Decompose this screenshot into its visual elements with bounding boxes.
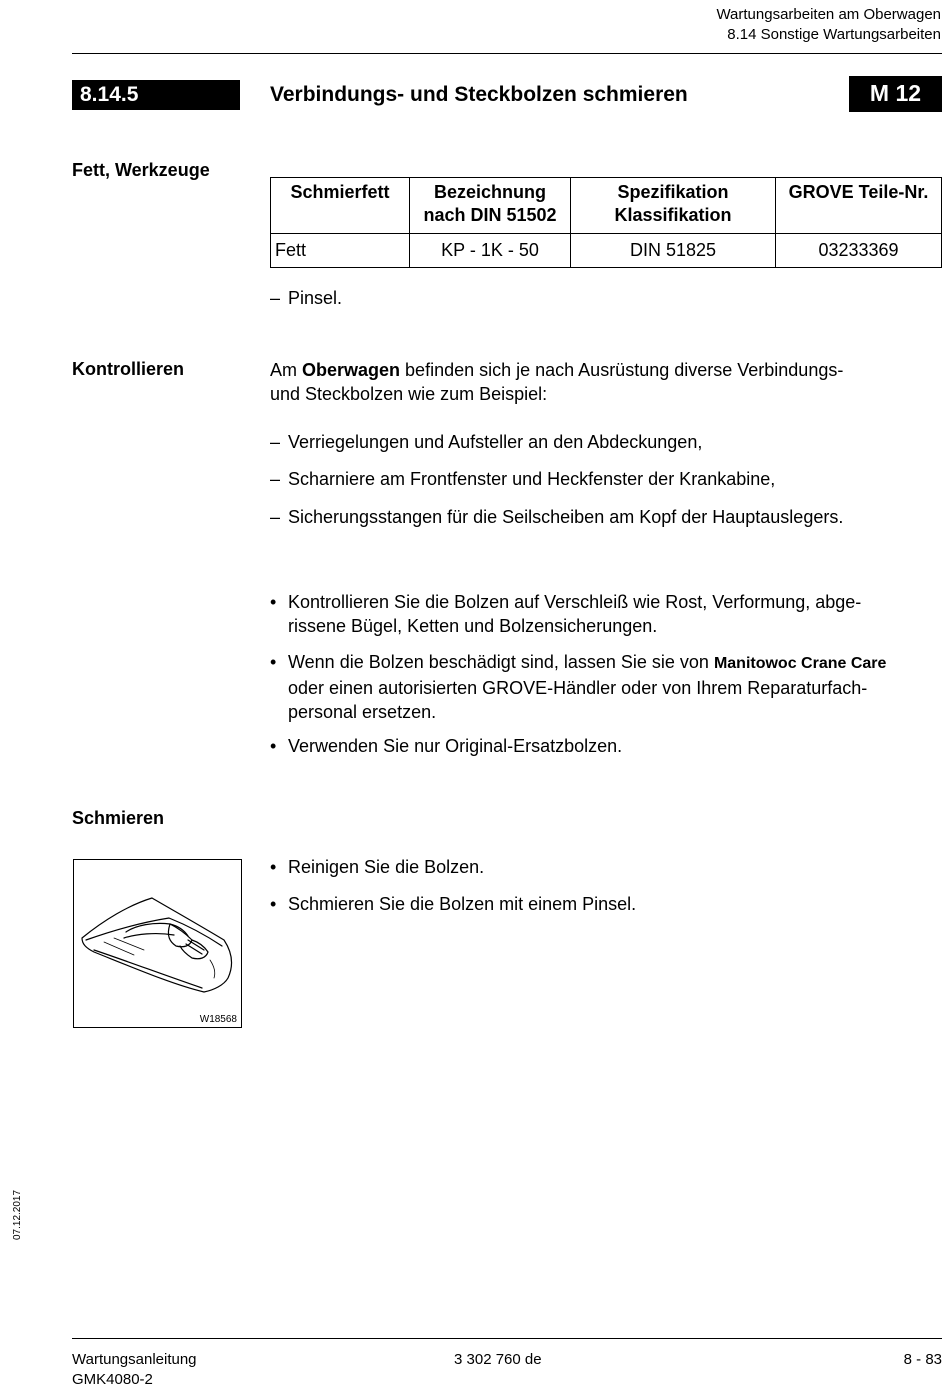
list-item: – Sicherungsstangen für die Seilscheiben am Kopf der Hauptauslegers. bbox=[270, 507, 844, 527]
column-header: Spezifikation Klassifikation bbox=[571, 178, 776, 234]
figure-id: W18568 bbox=[199, 1014, 237, 1025]
section-number: 8.14.5 bbox=[72, 80, 240, 110]
table-cell: 03233369 bbox=[776, 234, 942, 268]
table-cell: KP - 1K - 50 bbox=[410, 234, 571, 268]
bullet-mark: • bbox=[270, 894, 277, 914]
header-section: 8.14 Sonstige Wartungsarbeiten bbox=[727, 26, 941, 43]
table-header-row bbox=[271, 178, 942, 234]
check-step: • Kontrollieren Sie die Bolzen auf Verschleiß wie Rost, Verformung, abge- rissene Bügel, Ketten und Bolzensicherungen. bbox=[270, 592, 862, 636]
list-item: – Verriegelungen und Aufsteller an den Abdeckungen, bbox=[270, 432, 703, 452]
bullet-mark: • bbox=[270, 592, 277, 612]
header-rule bbox=[72, 53, 942, 54]
tool-item-text: Pinsel. bbox=[288, 288, 343, 308]
dash-mark: – bbox=[270, 432, 281, 452]
section-title: Verbindungs- und Steckbolzen schmieren bbox=[270, 83, 688, 106]
bullet-mark: • bbox=[270, 652, 277, 672]
check-step: • Wenn die Bolzen beschädigt sind, lassen Sie sie von Manitowoc Crane Care oder einen autorisierten GROVE-Händler oder von Ihrem Reparaturfach- personal ersetzen. bbox=[270, 652, 887, 722]
dash-mark: – bbox=[270, 507, 281, 527]
lubricate-label: Schmieren bbox=[72, 808, 165, 828]
column-header: Bezeichnung nach DIN 51502 bbox=[410, 178, 571, 234]
table-cell: Fett bbox=[271, 234, 410, 268]
check-label: Kontrollieren bbox=[72, 359, 185, 379]
table-row bbox=[271, 234, 942, 268]
column-header: GROVE Teile-Nr. bbox=[776, 178, 942, 234]
list-item: – Scharniere am Frontfenster und Heckfenster der Krankabine, bbox=[270, 469, 776, 489]
maintenance-code-badge: M 12 bbox=[849, 76, 942, 112]
footer-model: GMK4080-2 bbox=[72, 1371, 153, 1388]
margin-date: 07.12.2017 bbox=[12, 1189, 23, 1240]
tool-list-item bbox=[270, 286, 870, 310]
lubricate-step: • Reinigen Sie die Bolzen. bbox=[270, 857, 485, 877]
brand-name: Manitowoc Crane Care bbox=[713, 655, 887, 672]
grease-tools-label: Fett, Werkzeuge bbox=[72, 160, 210, 180]
column-header: Schmierfett bbox=[271, 178, 410, 234]
footer-rule bbox=[72, 1338, 942, 1339]
brush-figure bbox=[73, 859, 242, 1028]
check-step: • Verwenden Sie nur Original-Ersatzbolzen. bbox=[270, 736, 623, 756]
bullet-mark: • bbox=[270, 857, 277, 877]
dash-mark: – bbox=[270, 469, 281, 489]
dash-mark: – bbox=[270, 288, 281, 308]
table-cell: DIN 51825 bbox=[571, 234, 776, 268]
grease-table bbox=[270, 177, 942, 268]
intro-bold-term: Oberwagen bbox=[302, 360, 401, 380]
footer-manual: Wartungsanleitung bbox=[72, 1351, 197, 1368]
check-intro: Am Oberwagen befinden sich je nach Ausrüstung diverse Verbindungs- und Steckbolzen wie zum Beispiel: bbox=[270, 360, 844, 404]
page-number: 8 - 83 bbox=[903, 1351, 942, 1368]
footer-doc-number: 3 302 760 de bbox=[454, 1351, 542, 1368]
lubricate-step: • Schmieren Sie die Bolzen mit einem Pinsel. bbox=[270, 894, 637, 914]
header-chapter: Wartungsarbeiten am Oberwagen bbox=[716, 6, 941, 23]
brush-illustration bbox=[74, 860, 241, 1027]
bullet-mark: • bbox=[270, 736, 277, 756]
